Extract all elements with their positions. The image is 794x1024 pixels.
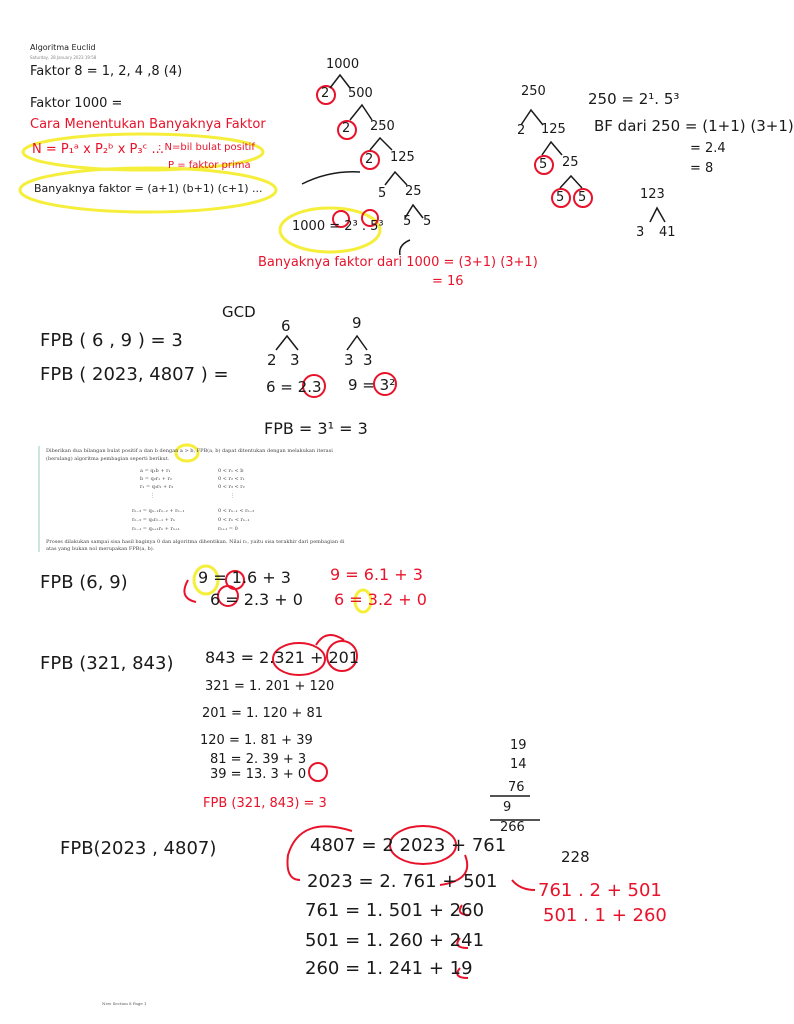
excerpt-intro2: (berulang) algoritma pembagian seperti berikut. (46, 456, 170, 462)
excerpt-left-3: ⋮ (150, 493, 155, 499)
excerpt-left-0: a = q₁b + r₁ (140, 468, 171, 474)
note-fpb321-result: FPB (321, 843) = 3 (203, 796, 327, 811)
excerpt-left-2: r₁ = q₃r₂ + r₃ (140, 484, 174, 490)
note-bf-result: Banyaknya faktor dari 1000 = (3+1) (3+1) (258, 255, 538, 270)
eq-501: 501 = 1. 260 + 241 (305, 930, 485, 951)
excerpt-intro: Diberikan dua bilangan bulat positif a dan b dengan a > b, FPB(a, b) dapat ditentukan dengan melakukan iterasi (46, 448, 333, 454)
note-bf-250-b: = 2.4 (690, 141, 726, 156)
tree1000-n10: 5 (423, 214, 432, 229)
note-banyaknya: Banyaknya faktor = (a+1) (b+1) (c+1) ... (34, 182, 263, 195)
eq-red-1: 9 = 6.1 + 3 (330, 565, 423, 584)
excerpt-right-4: 0 < rₙ₋₁ < rₙ₋₂ (218, 508, 255, 514)
note-fpb-321: FPB (321, 843) (40, 653, 174, 674)
excerpt-right-2: 0 < r₃ < r₂ (218, 484, 245, 490)
note-gcd: GCD (222, 303, 256, 321)
eq-red-2: 6 = 3.2 + 0 (334, 590, 427, 609)
eq-81: 81 = 2. 39 + 3 (210, 752, 307, 767)
excerpt-left-5: rₙ₋₂ = qₙrₙ₋₁ + rₙ (132, 517, 176, 523)
tree1000-root: 1000 (326, 57, 360, 72)
eq-321: 321 = 1. 201 + 120 (205, 679, 335, 694)
eq-red-501: 501 . 1 + 260 (543, 905, 667, 926)
eq-39: 39 = 13. 3 + 0 (210, 767, 307, 782)
note-fpb-2023: FPB ( 2023, 4807 ) = (40, 364, 229, 385)
tree123-n2: 41 (659, 225, 676, 240)
eq-2023: 2023 = 2. 761 + 501 (307, 871, 498, 892)
note-eq-250: 250 = 2¹. 5³ (588, 90, 680, 108)
eq-6-2-3: 6 = 2.3 + 0 (210, 590, 303, 609)
page-title: Algoritma Euclid (30, 43, 96, 52)
tree1000-n1: 2 (321, 86, 330, 101)
tree9-root: 9 (352, 314, 362, 332)
note-faktor-8: Faktor 8 = 1, 2, 4 ,8 (4) (30, 64, 183, 79)
div-line-3: 9 (503, 800, 512, 815)
eq-761: 761 = 1. 501 + 260 (305, 900, 485, 921)
tree123-root: 123 (640, 187, 665, 202)
note-formula-n: N = P₁ᵃ x P₂ᵇ x P₃ᶜ ... (32, 142, 164, 157)
excerpt-left-4: rₙ₋₃ = qₙ₋₁rₙ₋₂ + rₙ₋₁ (132, 508, 185, 514)
tree1000-n3: 2 (342, 121, 351, 136)
note-eq-9: 9 = 3² (348, 376, 396, 394)
note-cara: Cara Menentukan Banyaknya Faktor (30, 117, 266, 132)
note-fpb-6-9: FPB ( 6 , 9 ) = 3 (40, 330, 183, 351)
excerpt-left-1: b = q₂r₁ + r₂ (140, 476, 172, 482)
tree1000-n8: 25 (405, 184, 422, 199)
tree250-n3: 5 (539, 157, 548, 172)
eq-843: 843 = 2.321 + 201 (205, 648, 360, 667)
page-date: Saturday, 28 January 2023 19:58 (30, 55, 97, 60)
div-line-4: 266 (500, 820, 525, 835)
excerpt-right-5: 0 < rₙ < rₙ₋₁ (218, 517, 250, 523)
tree250-n6: 5 (578, 190, 587, 205)
page-footer: New Section 8 Page 1 (102, 1001, 147, 1006)
div-line-2: 76 (508, 780, 525, 795)
excerpt-outro: Proses dilakukan sampai sisa hasil baginya 0 dan algoritma dihentikan. Nilai rₙ, yaitu sisa terakhir dari pembagian di (46, 539, 345, 545)
tree1000-n2: 500 (348, 86, 373, 101)
note-fpb-2023b: FPB(2023 , 4807) (60, 838, 217, 859)
eq-4807: 4807 = 2 2023 + 761 (310, 835, 507, 856)
excerpt-right-3: ⋮ (230, 493, 235, 499)
tree250-n4: 25 (562, 155, 579, 170)
excerpt-outro2: atas yang bukan nol merupakan FPB(a, b). (46, 546, 155, 552)
excerpt-right-0: 0 < r₁ < b (218, 468, 244, 474)
tree123-n1: 3 (636, 225, 645, 240)
tree1000-n6: 125 (390, 150, 415, 165)
tree250-n5: 5 (556, 190, 565, 205)
div-line-0: 19 (510, 738, 527, 753)
eq-120: 120 = 1. 81 + 39 (200, 733, 313, 748)
excerpt-right-6: rₙ₊₁ = 0 (218, 526, 238, 532)
tree6-a: 2 (267, 351, 277, 369)
tree250-root: 250 (521, 84, 546, 99)
tree9-b: 3 (363, 351, 373, 369)
tree6-b: 3 (290, 351, 300, 369)
note-fpb-eq: FPB = 3¹ = 3 (264, 419, 368, 438)
note-n-desc: : N=bil bulat positif (158, 142, 255, 153)
note-p-desc: P = faktor prima (168, 160, 251, 171)
tree250-n2: 125 (541, 122, 566, 137)
eq-9-1-6: 9 = 1.6 + 3 (198, 568, 291, 587)
eq-201: 201 = 1. 120 + 81 (202, 706, 324, 721)
eq-red-761: 761 . 2 + 501 (538, 880, 662, 901)
div-line-1: 14 (510, 757, 527, 772)
tree1000-eq: 1000 = 2³ . 5³ (292, 219, 384, 234)
note-bf-250: BF dari 250 = (1+1) (3+1) (594, 117, 794, 135)
tree250-n1: 2 (517, 123, 526, 138)
note-bf-result2: = 16 (432, 274, 464, 289)
note-eq-6: 6 = 2.3 (266, 378, 322, 396)
tree1000-n5: 2 (365, 152, 374, 167)
note-faktor-1000: Faktor 1000 = (30, 96, 123, 111)
tree1000-n9: 5 (403, 214, 412, 229)
book-excerpt (38, 446, 345, 552)
eq-260: 260 = 1. 241 + 19 (305, 958, 473, 979)
note-fpb-69b: FPB (6, 9) (40, 572, 128, 593)
tree9-a: 3 (344, 351, 354, 369)
tree1000-n4: 250 (370, 119, 395, 134)
tree1000-n7: 5 (378, 186, 387, 201)
tree6-root: 6 (281, 317, 291, 335)
excerpt-left-6: rₙ₋₁ = qₙ₊₁rₙ + rₙ₊₁ (132, 526, 180, 532)
note-228: 228 (561, 848, 590, 866)
note-bf-250-c: = 8 (690, 161, 714, 176)
excerpt-right-1: 0 < r₂ < r₁ (218, 476, 245, 482)
